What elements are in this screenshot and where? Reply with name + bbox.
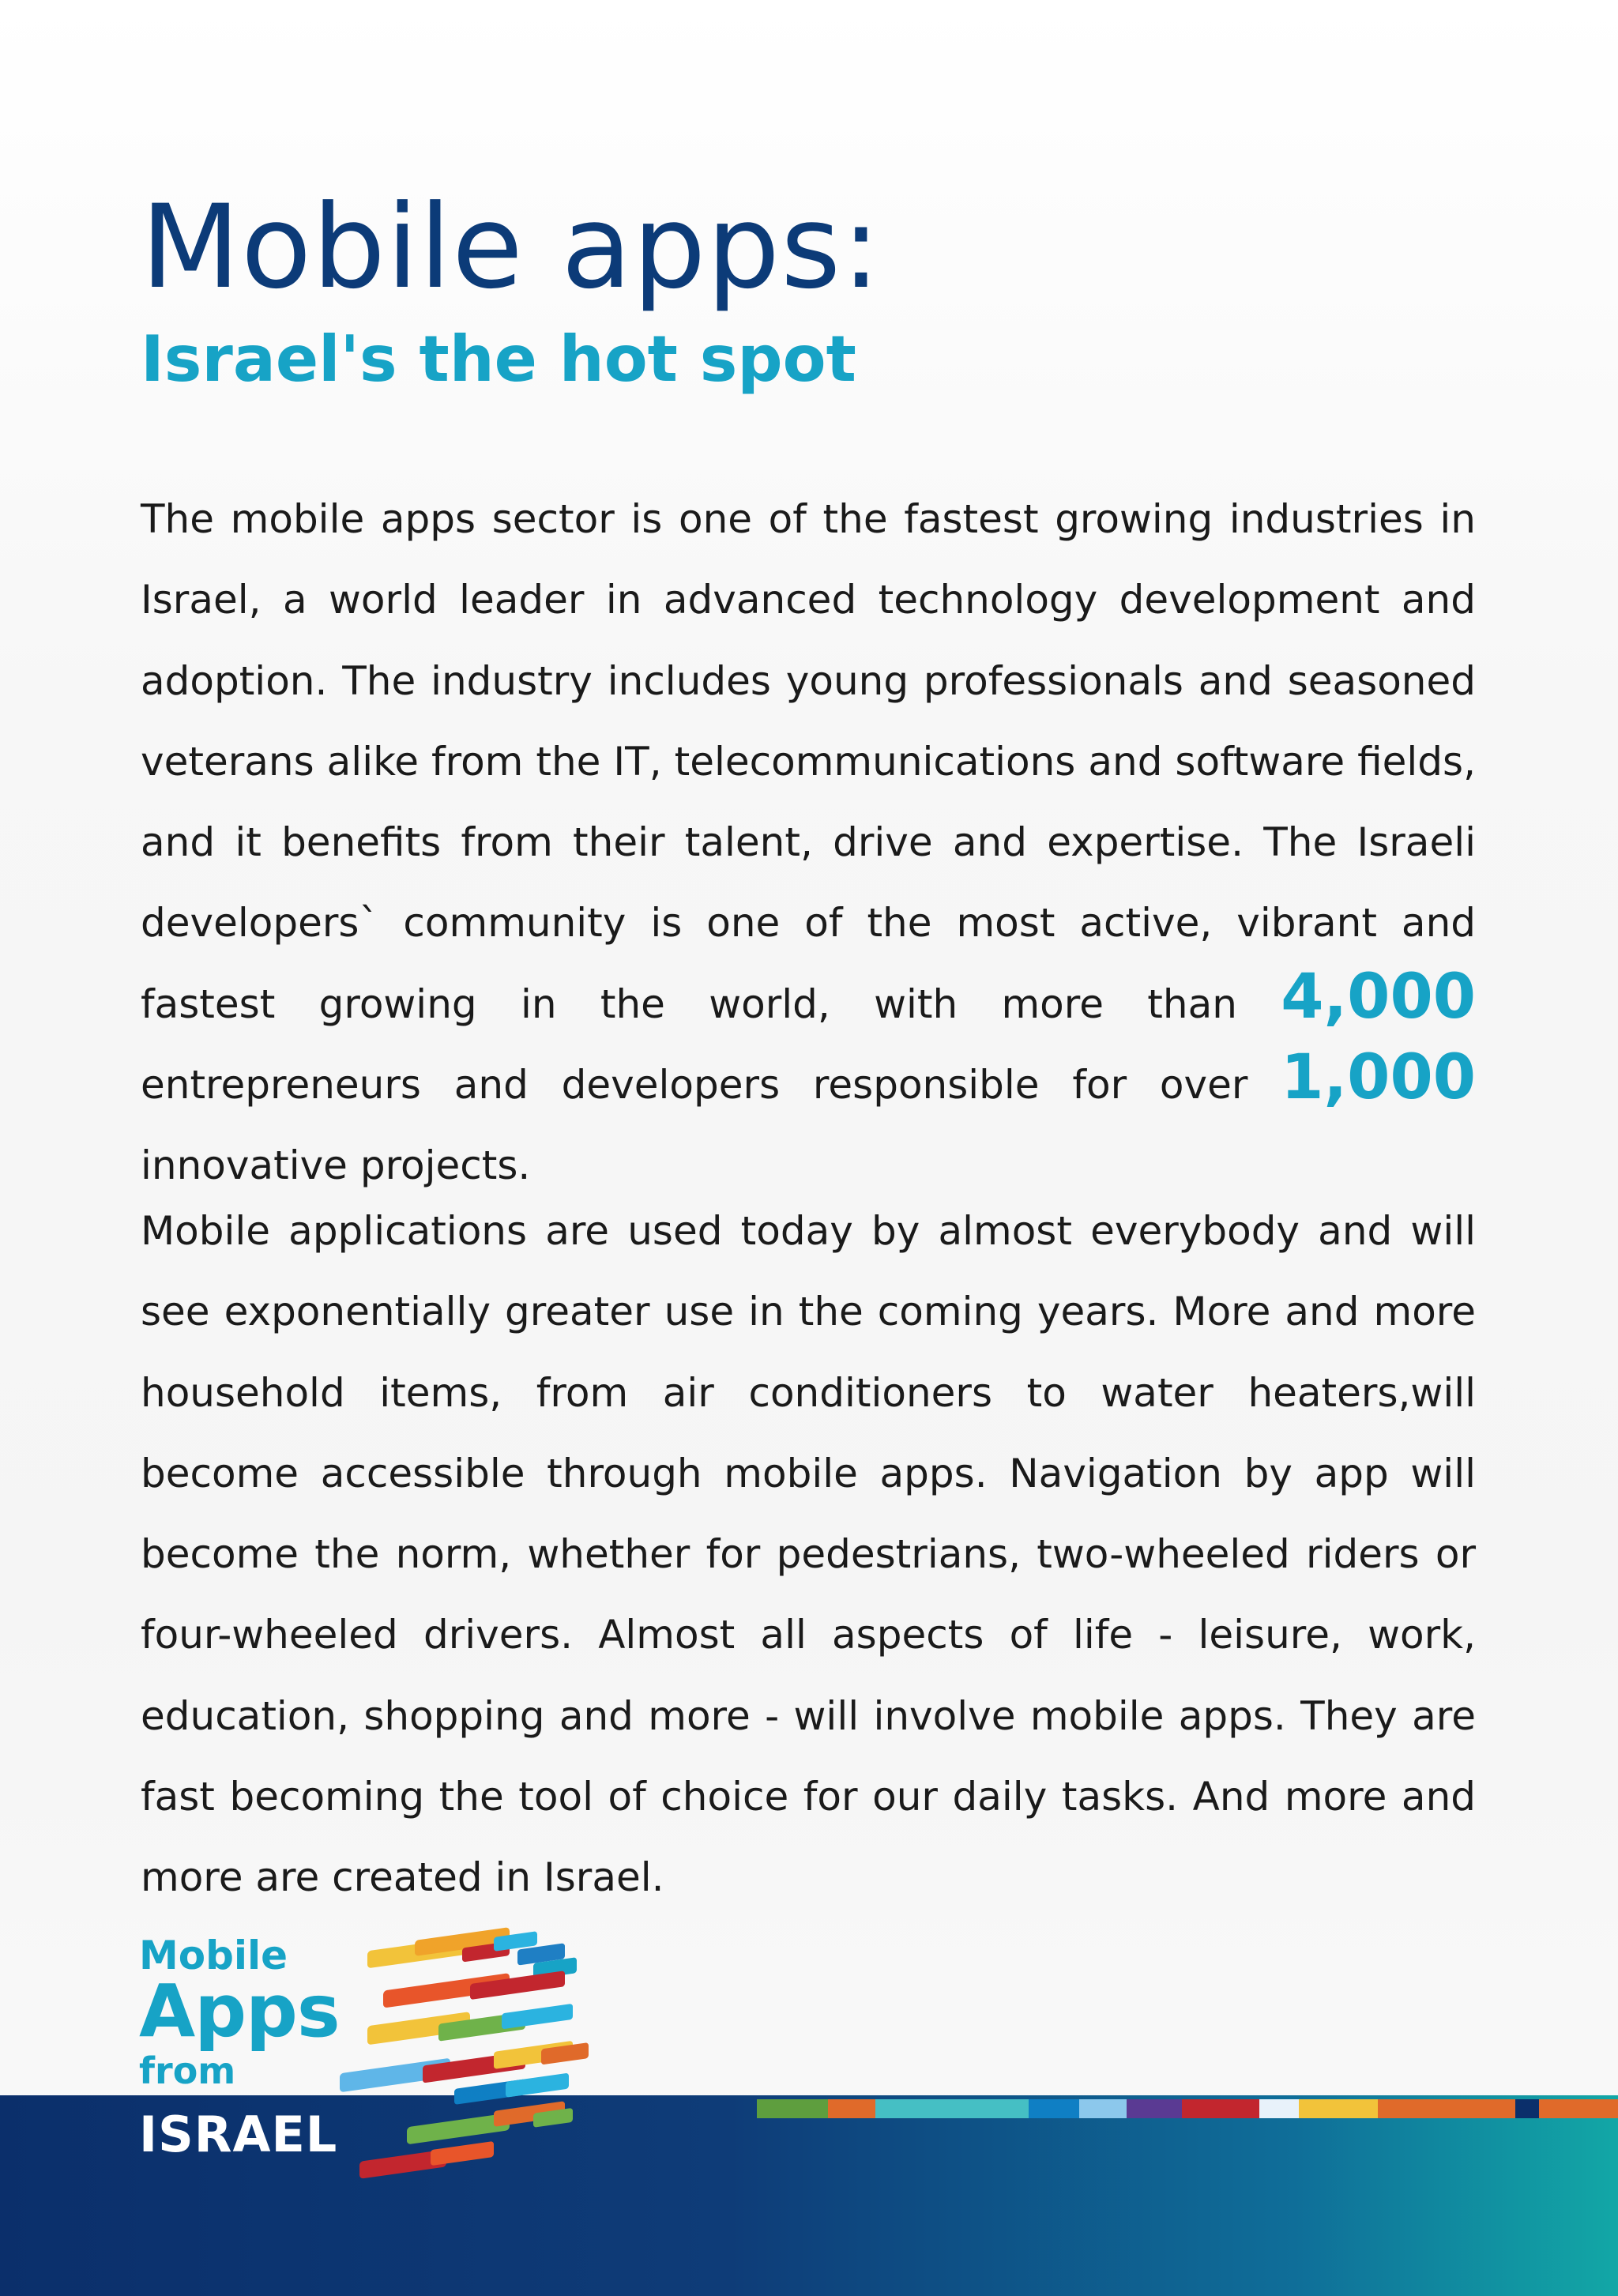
color-strip-segment — [954, 2099, 1029, 2118]
page-subtitle: Israel's the hot spot — [141, 322, 856, 396]
stat-entrepreneurs-count: 4,000 — [1281, 961, 1476, 1033]
color-strip-segment — [1378, 2099, 1447, 2118]
paragraph-outlook: Mobile applications are used today by almost everybody and will see exponentially greater use in the coming years. More and more household items, from air conditioners to water heaters,will become accessible through mobile apps. Navigation by app will become the norm, whether for pedestrians, two-wheeled riders or four-wheeled drivers. Almost all aspects of life - leisure, work, education, shopping and more - will involve mobile apps. They are fast becoming the tool of choice for our daily tasks. And more and more are created in Israel. — [141, 1208, 1476, 1901]
color-strip-segment — [1079, 2099, 1127, 2118]
logo-text-from: from — [139, 2049, 236, 2092]
paragraph-intro-text-end: innovative projects. — [141, 1142, 531, 1189]
color-strip-segment — [1029, 2099, 1079, 2118]
color-strip-segment — [828, 2099, 875, 2118]
color-strip-segment — [1447, 2099, 1515, 2118]
logo-text-apps: Apps — [139, 1969, 340, 2053]
color-strip — [757, 2099, 1618, 2118]
color-strip-segment — [1182, 2099, 1259, 2118]
color-strip-segment — [1299, 2099, 1378, 2118]
stat-projects-count: 1,000 — [1281, 1042, 1476, 1114]
logo-graphic-icon — [336, 1912, 608, 2181]
logo-text-israel: ISRAEL — [139, 2106, 338, 2163]
paragraph-intro-text: The mobile apps sector is one of the fastest growing industries in Israel, a world leader in advanced technology development and adoption. The industry includes young professionals and seasoned veterans alike from the IT, telecommunications and software fields, and it benefits from their talent, drive and expertise. The Israeli developers` community is one of the most active, vibrant and fastest growing in the world, with more than — [141, 496, 1476, 1027]
paragraph-intro — [141, 479, 1476, 1206]
color-strip-segment — [1259, 2099, 1299, 2118]
paragraph-intro-text-middle: entrepreneurs and developers responsible for over — [141, 1062, 1248, 1108]
logo-text-mobile: Mobile — [139, 1933, 288, 1978]
color-strip-segment — [1515, 2099, 1539, 2118]
page-title: Mobile apps: — [141, 180, 882, 314]
color-strip-segment — [1539, 2099, 1618, 2118]
color-strip-segment — [1127, 2099, 1182, 2118]
color-strip-segment — [757, 2099, 828, 2118]
color-strip-segment — [875, 2099, 954, 2118]
